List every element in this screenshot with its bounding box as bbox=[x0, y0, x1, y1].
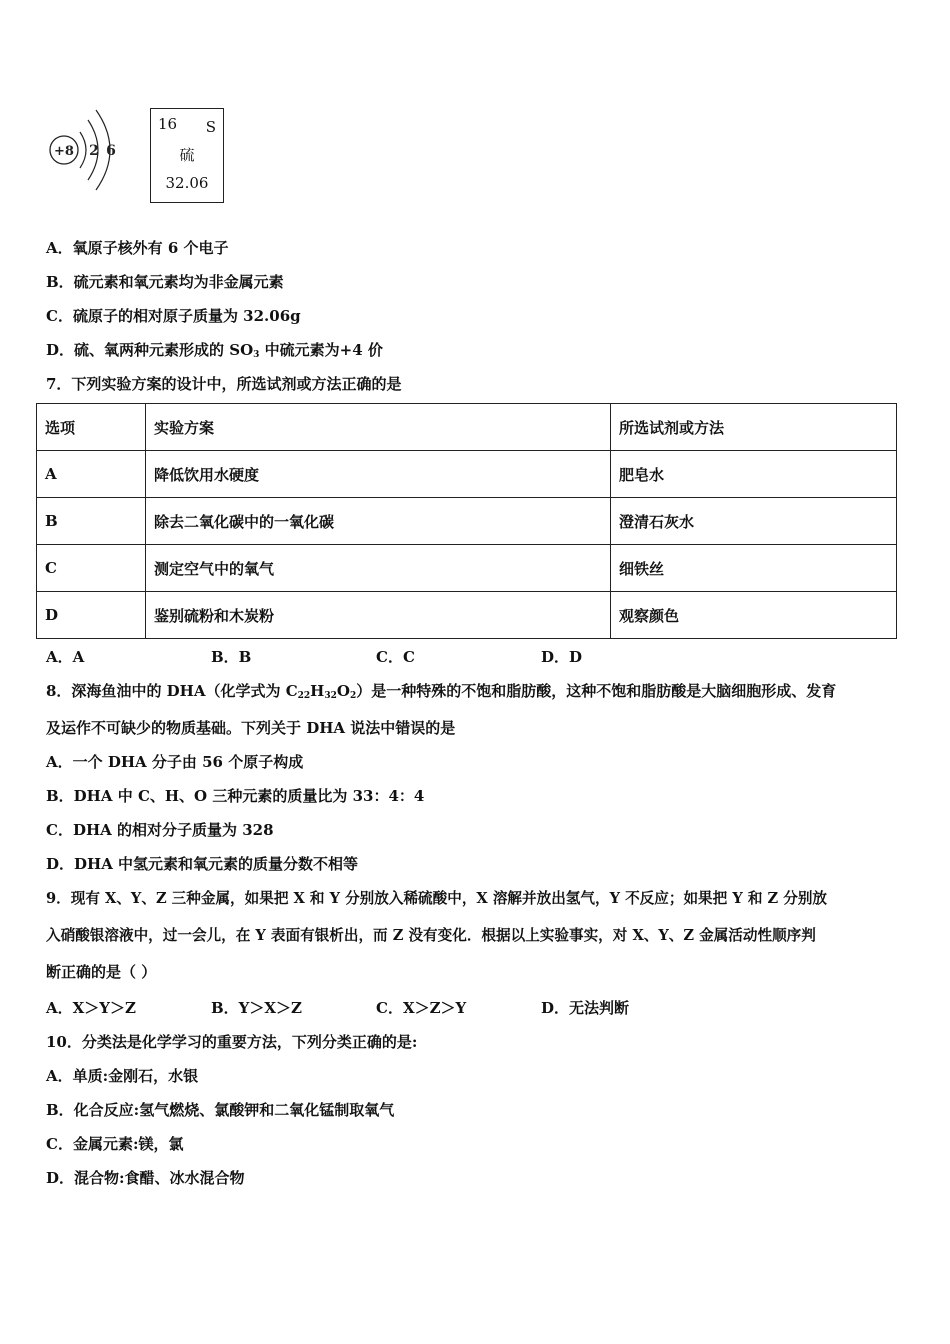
q8-h: H bbox=[310, 682, 325, 700]
oxygen-atom-structure-diagram bbox=[44, 104, 134, 196]
q9-choices bbox=[46, 997, 706, 1018]
table-cell: 澄清石灰水 bbox=[611, 498, 897, 545]
q7-choice-b: B．B bbox=[211, 648, 252, 666]
table-cell: 肥皂水 bbox=[611, 451, 897, 498]
q8-option-a: A．一个 DHA 分子由 56 个原子构成 bbox=[46, 753, 304, 771]
q8-sub-o: 2 bbox=[349, 691, 357, 701]
q6-option-b: B．硫元素和氧元素均为非金属元素 bbox=[46, 273, 284, 291]
table-header-cell: 选项 bbox=[37, 404, 146, 451]
table-cell: C bbox=[37, 545, 146, 592]
q7-experiment-table bbox=[36, 403, 897, 639]
electron-shell-arc-1 bbox=[80, 132, 86, 168]
q10-option-a: A．单质:金刚石，水银 bbox=[46, 1067, 199, 1085]
q8-stem-post: ）是一种特殊的不饱和脂肪酸，这种不饱和脂肪酸是大脑细胞形成、发育 bbox=[356, 682, 837, 700]
q6-option-a: A．氧原子核外有 6 个电子 bbox=[46, 239, 229, 257]
table-cell: 除去二氧化碳中的一氧化碳 bbox=[146, 498, 611, 545]
table-header-cell: 所选试剂或方法 bbox=[611, 404, 897, 451]
q8-o: O bbox=[336, 682, 350, 700]
q7-choices bbox=[46, 646, 706, 667]
table-header-row bbox=[37, 404, 897, 451]
q8-sub-c: 22 bbox=[297, 691, 311, 701]
q9-stem-line3: 断正确的是（ ） bbox=[46, 963, 157, 981]
element-name: 硫 bbox=[179, 146, 195, 164]
q9-choice-c: C．X＞Z＞Y bbox=[376, 999, 467, 1017]
table-row bbox=[37, 592, 897, 639]
q9-stem-line1: 9．现有 X、Y、Z 三种金属，如果把 X 和 Y 分别放入稀硫酸中，X 溶解并放出氢气，Y 不反应；如果把 Y 和 Z 分别放 bbox=[46, 890, 828, 907]
q8-option-d: D．DHA 中氢元素和氧元素的质量分数不相等 bbox=[46, 855, 359, 873]
table-cell: 细铁丝 bbox=[611, 545, 897, 592]
shell-2-electrons: 6 bbox=[106, 143, 116, 159]
q8-option-b: B．DHA 中 C、H、O 三种元素的质量比为 33：4：4 bbox=[46, 787, 425, 805]
q6-option-d-subscript: 3 bbox=[253, 350, 260, 360]
q6-option-d-post: 中硫元素为+4 价 bbox=[259, 341, 383, 359]
atomic-mass: 32.06 bbox=[165, 174, 209, 192]
nucleus-charge: +8 bbox=[54, 144, 74, 159]
q6-option-d bbox=[46, 339, 383, 360]
sulfur-element-card bbox=[150, 108, 224, 203]
q10-option-c: C．金属元素:镁，氯 bbox=[46, 1135, 184, 1153]
table-row bbox=[37, 498, 897, 545]
q8-option-c: C．DHA 的相对分子质量为 328 bbox=[46, 821, 274, 839]
q7-choice-c: C．C bbox=[376, 648, 415, 666]
table-cell: 鉴别硫粉和木炭粉 bbox=[146, 592, 611, 639]
q8-stem-line2: 及运作不可缺少的物质基础。下列关于 DHA 说法中错误的是 bbox=[46, 719, 456, 737]
element-symbol: S bbox=[205, 118, 216, 136]
q8-stem-pre: 8．深海鱼油中的 DHA（化学式为 C bbox=[46, 682, 298, 700]
q7-stem: 7．下列实验方案的设计中，所选试剂或方法正确的是 bbox=[46, 375, 402, 393]
q7-choice-a: A．A bbox=[46, 648, 85, 666]
q9-stem-line2: 入硝酸银溶液中，过一会儿，在 Y 表面有银析出，而 Z 没有变化．根据以上实验事实，对 X、Y、Z 金属活动性顺序判 bbox=[46, 927, 816, 944]
table-cell: B bbox=[37, 498, 146, 545]
table-cell: A bbox=[37, 451, 146, 498]
table-row bbox=[37, 545, 897, 592]
table-cell: 观察颜色 bbox=[611, 592, 897, 639]
q8-stem-line1 bbox=[46, 680, 836, 701]
q6-option-c: C．硫原子的相对原子质量为 32.06g bbox=[46, 307, 301, 325]
table-cell: D bbox=[37, 592, 146, 639]
q8-sub-h: 32 bbox=[324, 691, 337, 701]
q9-choice-b: B．Y＞X＞Z bbox=[211, 999, 302, 1017]
table-header-cell: 实验方案 bbox=[146, 404, 611, 451]
q6-option-d-pre: D．硫、氧两种元素形成的 SO bbox=[46, 341, 254, 359]
table-row bbox=[37, 451, 897, 498]
table-cell: 降低饮用水硬度 bbox=[146, 451, 611, 498]
q10-option-b: B．化合反应:氢气燃烧、氯酸钾和二氧化锰制取氧气 bbox=[46, 1101, 395, 1119]
q10-stem: 10．分类法是化学学习的重要方法，下列分类正确的是: bbox=[46, 1033, 418, 1051]
q10-option-d: D．混合物:食醋、冰水混合物 bbox=[46, 1169, 245, 1187]
q7-choice-d: D．D bbox=[541, 648, 583, 666]
table-cell: 测定空气中的氧气 bbox=[146, 545, 611, 592]
shell-1-electrons: 2 bbox=[89, 143, 99, 159]
q9-choice-a: A．X＞Y＞Z bbox=[46, 999, 136, 1017]
q9-choice-d: D．无法判断 bbox=[541, 999, 630, 1017]
atomic-number: 16 bbox=[158, 115, 178, 133]
